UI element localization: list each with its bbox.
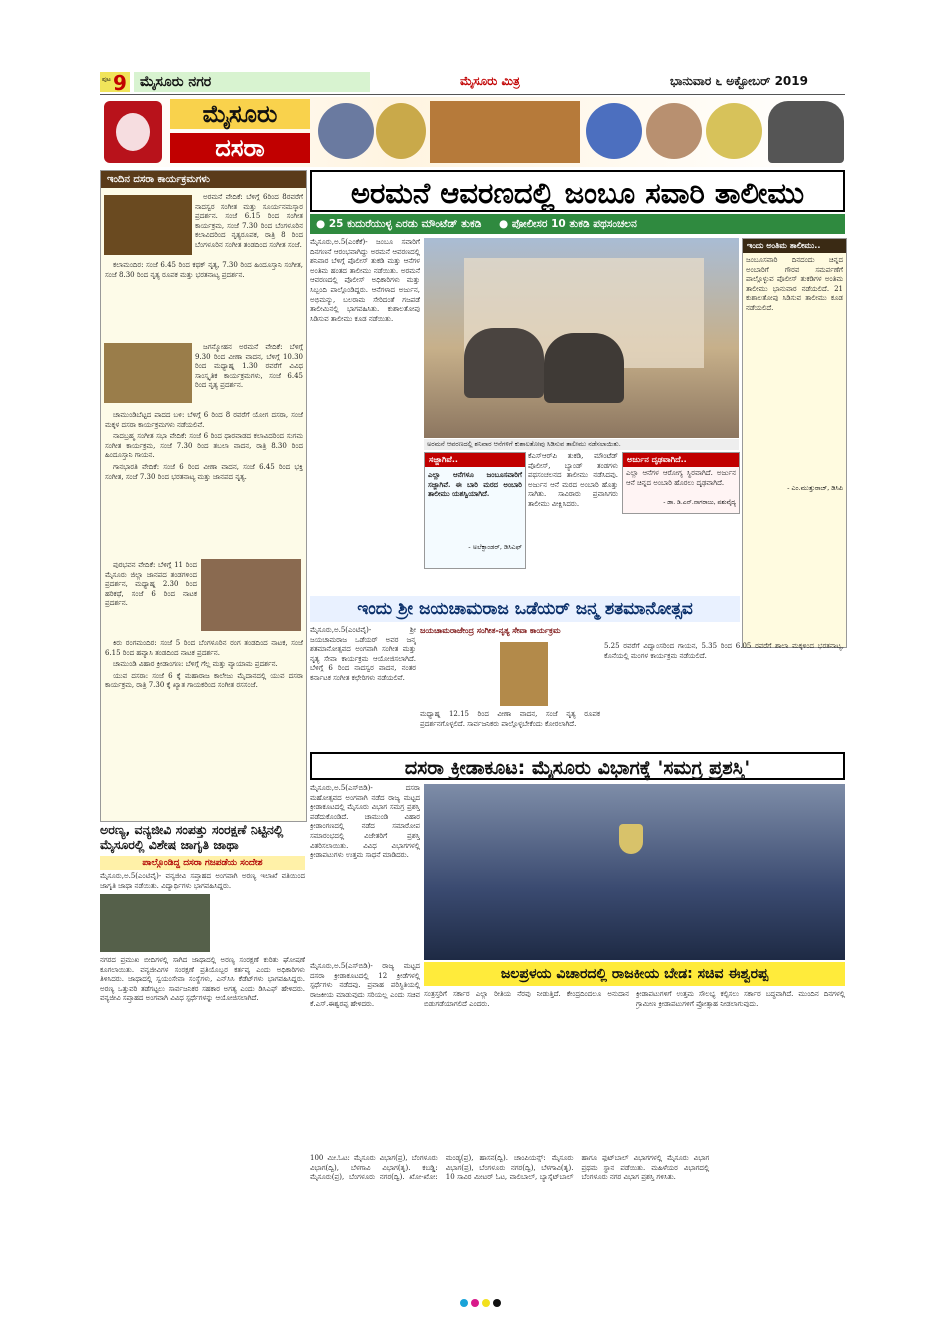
- sports-body: ಮೈಸೂರು,ಅ.5(ಎಸ್‌ಬಿಡಿ)- ದಸರಾ ಮಹೋತ್ಸವದ ಅಂಗವಾಗಿ ನಡೆದ ರಾಜ್ಯ ಮಟ್ಟದ ಕ್ರೀಡಾಕೂಟದಲ್ಲಿ ಮೈಸೂರು ವಿಭಾಗ ಸಮಗ್ರ ಪ್ರಶಸ್ತಿ ಪಡೆದುಕೊಂಡಿದೆ. ಚಾಮುಂಡಿ ವಿಹಾರ ಕ್ರೀಡಾಂಗಣದಲ್ಲಿ ನಡೆದ ಸಮಾರೋಪ ಸಮಾರಂಭದಲ್ಲಿ ವಿಜೇತರಿಗೆ ಪ್ರಶಸ್ತಿ ವಿತರಿಸಲಾಯಿತು. ವಿವಿಧ ವಿಭಾಗಗಳಲ್ಲಿ ಕ್ರೀಡಾಪಟುಗಳು ಉತ್ತಮ ಸಾಧನೆ ಮಾಡಿದರು.: [310, 784, 420, 860]
- wadiyar-portrait: [500, 642, 548, 706]
- lead-body-1: ಮೈಸೂರು,ಅ.5(ಎಂಕೆಕೆ)- ಜಂಬೂ ಸವಾರಿಗೆ ದಿನಗಣನೆ ಆರಂಭವಾಗಿದ್ದು ಅರಮನೆ ಆವರಣದಲ್ಲಿ ಶನಿವಾರ ಬೆಳಿಗ್ಗೆ ಪೊಲೀಸ್ ತುಕಡಿ ಮತ್ತು ಆನೆಗಳ ಅಂತಿಮ ಹಂತದ ತಾಲೀಮು ನಡೆಯಿತು. ಅರಮನೆ ಆವರಣದಲ್ಲಿ ಪೊಲೀಸ್ ಅಧಿಕಾರಿಗಳು ಮತ್ತು ಸಿಬ್ಬಂದಿ ಪಾಲ್ಗೊಂಡಿದ್ದರು. ಆನೆಗಳಾದ ಅರ್ಜುನ, ಅಭಿಮನ್ಯು, ಬಲರಾಮ ಸೇರಿದಂತೆ ಗಜಪಡೆ ತಾಲೀಮಿನಲ್ಲಿ ಭಾಗವಹಿಸಿತು. ಕುಶಾಲತೋಪು ಸಿಡಿಸುವ ತಾಲೀಮು ಕೂಡ ನಡೆಯಿತು.: [310, 238, 420, 323]
- page-number-badge: [100, 71, 130, 95]
- sports-team-photo: [424, 784, 845, 960]
- banner-image-2: [376, 103, 426, 159]
- program-text-5: [105, 561, 197, 636]
- program-item: ನಾದಬ್ರಹ್ಮ ಸಂಗೀತ ಸಭಾ ವೇದಿಕೆ: ಸಂಜೆ 6 ರಿಂದ ಧಾರವಾಡದ ಕಲಾವಿದರಿಂದ ಸುಗಮ ಸಂಗೀತ ಕಾರ್ಯಕ್ರಮ, ಸಂಜೆ 7.30 ರಿಂದ ತಬಲಾ ವಾದನ, ರಾತ್ರಿ 8.30 ರಿಂದ ಹಿಂದೂಸ್ತಾನಿ ಗಾಯನ.: [105, 432, 303, 460]
- forest-body-1: ಮೈಸೂರು,ಅ.5(ಎಂಟಿವೈ)- ವನ್ಯಜೀವಿ ಸಪ್ತಾಹದ ಅಂಗವಾಗಿ ಅರಣ್ಯ ಇಲಾಖೆ ವತಿಯಿಂದ ಜಾಗೃತಿ ಜಾಥಾ ನಡೆಯಿತು. ವಿದ್ಯಾರ್ಥಿಗಳು ಭಾಗವಹಿಸಿದ್ದರು.: [100, 872, 305, 890]
- jayachamaraja-subhead: ಜಯಚಾಮರಾಜೇಂದ್ರ ಸಂಗೀತ-ನೃತ್ಯ ಸೇವಾ ಕಾರ್ಯಕ್ರಮ: [420, 626, 561, 635]
- yellow-dot: [482, 1299, 490, 1307]
- program-photo-palace: [104, 195, 192, 255]
- elephant-shape: [464, 328, 544, 398]
- jayachamaraja-body-2: ಮಧ್ಯಾಹ್ನ 12.15 ರಿಂದ ವೀಣಾ ವಾದನ, ಸಂಜೆ ನೃತ್ಯ ರೂಪಕ ಪ್ರದರ್ಶನಗೊಳ್ಳಲಿದೆ. ಸಾರ್ವಜನಿಕರು ಪಾಲ್ಗೊಳ್ಳಬೇಕೆಂದು ಕೋರಲಾಗಿದೆ.: [420, 710, 600, 728]
- lead-subhead-2: ಪೋಲೀಸರ 10 ತುಕಡಿ ಪಥಸಂಚಲನ: [511, 218, 637, 230]
- elephant-shape: [544, 333, 624, 403]
- program-text-3: [195, 343, 303, 407]
- quote-box-final-rehearsal: [742, 238, 847, 648]
- program-photo-hall: [104, 343, 192, 403]
- lead-subhead-bar: ● 25 ಕುದುರೆಯುಳ್ಳ ಎರಡು ಮೌಂಟೆಡ್ ತುಕಡಿ ● ಪೋಲೀಸರ 10 ತುಕಡಿ ಪಥಸಂಚಲನ: [310, 214, 845, 234]
- forest-rally-photo: [100, 894, 210, 952]
- banner-image-4: [646, 103, 702, 159]
- sports-headline: ದಸರಾ ಕ್ರೀಡಾಕೂಟ: ಮೈಸೂರು ವಿಭಾಗಕ್ಕೆ 'ಸಮಗ್ರ ಪ್ರಶಸ್ತಿ': [310, 752, 845, 780]
- magenta-dot: [471, 1299, 479, 1307]
- color-registration-marks: [460, 1292, 504, 1311]
- program-item: ಚಾಮುಂಡಿಬೆಟ್ಟದ ಪಾದದ ಬಳಿ: ಬೆಳಿಗ್ಗೆ 6 ರಿಂದ 8 ರವರೆಗೆ ಯೋಗ ದಸರಾ, ಸಂಜೆ ಮಕ್ಕಳ ದಸರಾ ಕಾರ್ಯಕ್ರಮಗಳು ನಡೆಯಲಿವೆ.: [105, 411, 303, 429]
- quote-signature: - ಎಂ.ಮುತ್ತುರಾಜ್, ಡಿಸಿಪಿ: [787, 484, 843, 492]
- banner-title-1: ಮೈಸೂರು: [170, 99, 310, 129]
- forest-subhead: ಪಾಲ್ಗೊಂಡಿದ್ದ ದಸರಾ ಗಜಪಡೆಯ ಸಂದೇಶ: [100, 856, 305, 870]
- quote-box-arjuna: [622, 452, 740, 514]
- sports-results: 100 ಮೀ.ಓಟ: ಮೈಸೂರು ವಿಭಾಗ(ಪ್ರ), ಬೆಂಗಳೂರು ವಿಭಾಗ(ದ್ವಿ), ಬೆಳಗಾವಿ ವಿಭಾಗ(ತೃ). ಕಬಡ್ಡಿ: ಮೈಸೂರು(ಪ್ರ), ಬೆಂಗಳೂರು ನಗರ(ದ್ವಿ). ಖೋ-ಖೋ: ಮಂಡ್ಯ(ಪ್ರ), ಹಾಸನ(ದ್ವಿ). ಚಾಂಪಿಯನ್ಸ್: ಮೈಸೂರು ವಿಭಾಗ(ಪ್ರ), ಬೆಂಗಳೂರು ನಗರ(ದ್ವಿ), ಬೆಳಗಾವಿ(ತೃ). 10 ಸಾವಿರ ಮೀಟರ್ ಓಟ, ವಾಲಿಬಾಲ್, ಬ್ಯಾಸ್ಕೆಟ್‌ಬಾಲ್ ಹಾಗೂ ಫುಟ್‌ಬಾಲ್ ವಿಭಾಗಗಳಲ್ಲಿ ಮೈಸೂರು ವಿಭಾಗ ಪ್ರಥಮ ಸ್ಥಾನ ಪಡೆಯಿತು. ಮಹಿಳೆಯರ ವಿಭಾಗದಲ್ಲಿ ಬೆಂಗಳೂರು ನಗರ ವಿಭಾಗ ಪ್ರಶಸ್ತಿ ಗಳಿಸಿತು.: [310, 1154, 710, 1182]
- program-item: ಕಿರು ರಂಗಮಂದಿರ: ಸಂಜೆ 5 ರಿಂದ ಬೆಂಗಳೂರಿನ ರಂಗ ತಂಡದಿಂದ ನಾಟಕ, ಸಂಜೆ 6.15 ರಿಂದ ಹವ್ಯಾಸಿ ತಂಡದಿಂದ ನಾಟಕ ಪ್ರದರ್ಶನ.: [105, 639, 303, 657]
- quote-box-ready: [424, 452, 526, 569]
- program-text-2: [105, 261, 303, 341]
- lead-body-2: ಕೆಎಸ್‌ಆರ್‌ಪಿ ತುಕಡಿ, ಮೌಂಟೆಡ್ ಪೊಲೀಸ್, ಬ್ಯಾಂಡ್ ತಂಡಗಳು ಪಥಸಂಚಲನದ ತಾಲೀಮು ನಡೆಸಿದವು. ಅರ್ಜುನ ಆನೆ ಮರದ ಅಂಬಾರಿ ಹೊತ್ತು ಸಾಗಿತು. ಸಾವಿರಾರು ಪ್ರವಾಸಿಗರು ತಾಲೀಮು ವೀಕ್ಷಿಸಿದರು.: [528, 452, 618, 508]
- program-item: ಕಲಾಮಂದಿರ: ಸಂಜೆ 6.45 ರಿಂದ ಕಥಕ್ ನೃತ್ಯ, 7.30 ರಿಂದ ಹಿಂದೂಸ್ತಾನಿ ಸಂಗೀತ, ಸಂಜೆ 8.30 ರಿಂದ ನೃತ್ಯ ರೂಪಕ ಮತ್ತು ಭರತನಾಟ್ಯ ಪ್ರದರ್ಶನ.: [105, 261, 303, 279]
- program-text-1: [195, 193, 303, 257]
- lead-subhead-1: 25 ಕುದುರೆಯುಳ್ಳ ಎರಡು ಮೌಂಟೆಡ್ ತುಕಡಿ: [328, 218, 482, 230]
- lead-photo-caption: ಅರಮನೆ ಆವರಣದಲ್ಲಿ ಶನಿವಾರ ಆನೆಗಳಿಗೆ ಕುಶಾಲತೋಪು ಸಿಡಿಸುವ ತಾಲೀಮು ನಡೆಸಲಾಯಿತು.: [424, 439, 739, 450]
- jayachamaraja-headline: ಇಂದು ಶ್ರೀ ಜಯಚಾಮರಾಜ ಒಡೆಯರ್ ಜನ್ಮ ಶತಮಾನೋತ್ಸವ: [310, 596, 740, 622]
- jayachamaraja-body-3: 5.25 ರವರೆಗೆ ವಿದ್ವಾಂಸರಿಂದ ಗಾಯನ, 5.35 ರಿಂದ 6.05 ರವರೆಗೆ ಶಾಲಾ ಮಕ್ಕಳಿಂದ ಭರತನಾಟ್ಯ, ಕೊನೆಯಲ್ಲಿ ಮಂಗಳ ಕಾರ್ಯಕ್ರಮ ನಡೆಯಲಿದೆ.: [604, 642, 844, 660]
- page-label: ಪುಟ: [102, 76, 111, 83]
- paper-name: ಮೈಸೂರು ಮಿತ್ರ: [460, 74, 520, 88]
- dasara-banner: [100, 97, 845, 167]
- program-item: ಜಗನ್ಮೋಹನ ಅರಮನೆ ವೇದಿಕೆ: ಬೆಳಿಗ್ಗೆ 9.30 ರಿಂದ ವೀಣಾ ವಾದನ, ಬೆಳಿಗ್ಗೆ 10.30 ರಿಂದ ಮಧ್ಯಾಹ್ನ 1.30 ರವರೆಗೆ ವಿವಿಧ ಸಾಂಸ್ಕೃತಿಕ ಕಾರ್ಯಕ್ರಮಗಳು, ಸಂಜೆ 6.45 ರಿಂದ ನೃತ್ಯ ಪ್ರದರ್ಶನ.: [195, 343, 303, 390]
- forest-headline: ಅರಣ್ಯ, ವನ್ಯಜೀವಿ ಸಂಪತ್ತು ಸಂರಕ್ಷಣೆ ನಿಟ್ಟಿನಲ್ಲಿ ಮೈಸೂರಲ್ಲಿ ವಿಶೇಷ ಜಾಗೃತಿ ಜಾಥಾ: [100, 822, 284, 852]
- sports-sub-body-3: ಕ್ರೀಡಾಪಟುಗಳಿಗೆ ಉತ್ತಮ ಸೌಲಭ್ಯ ಕಲ್ಪಿಸಲು ಸರ್ಕಾರ ಬದ್ಧವಾಗಿದೆ. ಮುಂದಿನ ದಿನಗಳಲ್ಲಿ ಗ್ರಾಮೀಣ ಕ್ರೀಡಾಪಟುಗಳಿಗೆ ಪ್ರೋತ್ಸಾಹ ನೀಡಲಾಗುವುದು.: [636, 990, 845, 1008]
- banner-title-2: ದಸರಾ: [170, 133, 310, 163]
- lead-headline: ಅರಮನೆ ಆವರಣದಲ್ಲಿ ಜಂಬೂ ಸವಾರಿ ತಾಲೀಮು: [310, 170, 845, 212]
- quote-body: ಜಂಬೂಸವಾರಿ ದಿನದಂದು ಚಿನ್ನದ ಅಂಬಾರಿಗೆ ಗೌರವ ಸಮರ್ಪಣೆಗೆ ಪಾಲ್ಗೊಳ್ಳುವ ಪೊಲೀಸ್ ತುಕಡಿಗಳ ಅಂತಿಮ ತಾಲೀಮು ಭಾನುವಾರ ನಡೆಯಲಿದೆ. 21 ಕುಶಾಲತೋಪು ಸಿಡಿಸುವ ತಾಲೀಮು ಕೂಡ ನಡೆಯಲಿದೆ.: [746, 256, 843, 312]
- program-item: ಅರಮನೆ ವೇದಿಕೆ: ಬೆಳಿಗ್ಗೆ 6ರಿಂದ 8ರವರೆಗೆ ನಾದಸ್ವರ ಸಂಗೀತ ಮತ್ತು ಸೂರ್ಯನಮಸ್ಕಾರ ಪ್ರದರ್ಶನ. ಸಂಜೆ 6.15 ರಿಂದ ಸಂಗೀತ ಕಾರ್ಯಕ್ರಮ, ಸಂಜೆ 7.30 ರಿಂದ ಬೆಂಗಳೂರಿನ ಕಲಾವಿದರಿಂದ ನೃತ್ಯರೂಪಕ, ರಾತ್ರಿ 8 ರಿಂದ ಬೆಂಗಳೂರಿನ ಸಂಗೀತ ತಂಡದಿಂದ ಸಂಗೀತ ಸಂಜೆ.: [195, 193, 303, 249]
- sports-sub-body-2: ಸಂತ್ರಸ್ತರಿಗೆ ಸರ್ಕಾರ ಎಲ್ಲಾ ರೀತಿಯ ನೆರವು ನೀಡುತ್ತಿದೆ. ಕೇಂದ್ರದಿಂದಲೂ ಅನುದಾನ ಬಿಡುಗಡೆಯಾಗಲಿದೆ ಎಂದರು.: [424, 990, 629, 1008]
- jayachamaraja-body-1: ಮೈಸೂರು,ಅ.5(ಎಂಟಿವೈ)- ಶ್ರೀ ಜಯಚಾಮರಾಜ ಒಡೆಯರ್ ಅವರ ಜನ್ಮ ಶತಮಾನೋತ್ಸವದ ಅಂಗವಾಗಿ ಸಂಗೀತ ಮತ್ತು ನೃತ್ಯ ಸೇವಾ ಕಾರ್ಯಕ್ರಮ ಆಯೋಜಿಸಲಾಗಿದೆ. ಬೆಳಿಗ್ಗೆ 6 ರಿಂದ ನಾದಸ್ವರ ವಾದನ, ನಂತರ ಕರ್ನಾಟಕ ಸಂಗೀತ ಕಛೇರಿಗಳು ನಡೆಯಲಿವೆ.: [310, 626, 416, 682]
- sports-subheadline: ಜಲಪ್ರಳಯ ವಿಚಾರದಲ್ಲಿ ರಾಜಕೀಯ ಬೇಡ: ಸಚಿವ ಈಶ್ವರಪ್ಪ: [424, 962, 845, 986]
- palace-illustration: [430, 101, 580, 163]
- issue-date: ಭಾನುವಾರ ೬ ಅಕ್ಟೋಬರ್ 2019: [670, 74, 808, 88]
- program-text-6: [105, 639, 303, 814]
- black-dot: [493, 1299, 501, 1307]
- program-text-4: [105, 411, 303, 556]
- program-item: ಗಾನಭಾರತಿ ವೇದಿಕೆ: ಸಂಜೆ 6 ರಿಂದ ವೀಣಾ ವಾದನ, ಸಂಜೆ 6.45 ರಿಂದ ಭಕ್ತಿ ಸಂಗೀತ, ಸಂಜೆ 7.30 ರಿಂದ ಭರತನಾಟ್ಯ ಮತ್ತು ಜಾನಪದ ನೃತ್ಯ.: [105, 462, 303, 481]
- quote-signature: - ಡಾ. ಡಿ.ಎನ್.ನಾಗರಾಜು, ಪಶುವೈದ್ಯ: [663, 499, 736, 506]
- quote-heading: ಅರ್ಜುನ ದೃಢವಾಗಿದೆ..: [623, 453, 739, 467]
- quote-heading: ಇಂದು ಅಂತಿಮ ತಾಲೀಮು..: [743, 239, 846, 253]
- program-heading: ಇಂದಿನ ದಸರಾ ಕಾರ್ಯಕ್ರಮಗಳು: [101, 171, 306, 188]
- banner-image-1: [318, 103, 374, 159]
- program-photo-crowd: [201, 559, 301, 631]
- program-box: [100, 170, 307, 822]
- forest-body-2: ನಗರದ ಪ್ರಮುಖ ಬೀದಿಗಳಲ್ಲಿ ಸಾಗಿದ ಜಾಥಾದಲ್ಲಿ ಅರಣ್ಯ ಸಂರಕ್ಷಣೆ ಕುರಿತು ಘೋಷಣೆ ಕೂಗಲಾಯಿತು. ವನ್ಯಜೀವಿಗಳ ಸಂರಕ್ಷಣೆ ಪ್ರತಿಯೊಬ್ಬರ ಕರ್ತವ್ಯ ಎಂದು ಅಧಿಕಾರಿಗಳು ತಿಳಿಸಿದರು. ಜಾಥಾದಲ್ಲಿ ಸ್ವಯಂಸೇವಾ ಸಂಸ್ಥೆಗಳು, ಎನ್‌ಸಿಸಿ ಕೆಡೆಟ್‌ಗಳು ಭಾಗವಹಿಸಿದ್ದರು. ಅರಣ್ಯ ಒತ್ತುವರಿ ತಡೆಗಟ್ಟಲು ಸಾರ್ವಜನಿಕರ ಸಹಕಾರ ಅಗತ್ಯ ಎಂದು ಡಿಸಿಎಫ್ ಹೇಳಿದರು. ವನ್ಯಜೀವಿ ಸಪ್ತಾಹದ ಅಂಗವಾಗಿ ವಿವಿಧ ಸ್ಪರ್ಧೆಗಳನ್ನು ಆಯೋಜಿಸಲಾಗಿದೆ.: [100, 956, 305, 1003]
- quote-signature: - ಅಲೆಕ್ಸಾಂಡರ್, ಡಿಸಿಎಫ್: [468, 543, 522, 551]
- banner-image-3: [586, 103, 642, 159]
- program-item: ಯುವ ದಸರಾ: ಸಂಜೆ 6 ಕ್ಕೆ ಮಹಾರಾಜ ಕಾಲೇಜು ಮೈದಾನದಲ್ಲಿ ಯುವ ದಸರಾ ಕಾರ್ಯಕ್ರಮ, ರಾತ್ರಿ 7.30 ಕ್ಕೆ ಖ್ಯಾತ ಗಾಯಕರಿಂದ ಸಂಗೀತ ರಸಸಂಜೆ.: [105, 671, 303, 690]
- page-header: [100, 72, 845, 95]
- sports-sub-body-1: ಮೈಸೂರು,ಅ.5(ಎಸ್‌ಬಿಡಿ)- ರಾಜ್ಯ ಮಟ್ಟದ ದಸರಾ ಕ್ರೀಡಾಕೂಟದಲ್ಲಿ 12 ಕ್ರೀಡೆಗಳಲ್ಲಿ ಸ್ಪರ್ಧೆಗಳು ನಡೆದವು. ಪ್ರವಾಹ ಪರಿಸ್ಥಿತಿಯಲ್ಲಿ ರಾಜಕೀಯ ಮಾಡುವುದು ಸರಿಯಲ್ಲ ಎಂದು ಸಚಿವ ಕೆ.ಎಸ್.ಈಶ್ವರಪ್ಪ ಹೇಳಿದರು.: [310, 962, 420, 1009]
- section-title: ಮೈಸೂರು ನಗರ: [134, 72, 370, 92]
- emblem-icon: [104, 101, 162, 163]
- program-item: ಚಾಮುಂಡಿ ವಿಹಾರ ಕ್ರೀಡಾಂಗಣ: ಬೆಳಿಗ್ಗೆ ಗೆಲ್ಲ ಮತ್ತು ವ್ಯಾಯಾಮ ಪ್ರದರ್ಶನ.: [113, 660, 278, 669]
- elephant-illustration: [768, 101, 844, 163]
- quote-body: ಎಲ್ಲಾ ಆನೆಗಳೂ ಜಂಬೂಸವಾರಿಗೆ ಸಜ್ಜಾಗಿವೆ. ಈ ಬಾರಿ ಮರದ ಅಂಬಾರಿ ತಾಲೀಮು ಯಶಸ್ವಿಯಾಗಿದೆ.: [428, 470, 522, 499]
- program-item: ಪುರಭವನ ವೇದಿಕೆ: ಬೆಳಿಗ್ಗೆ 11 ರಿಂದ ಮೈಸೂರು ಜಿಲ್ಲಾ ಜಾನಪದ ತಂಡಗಳಿಂದ ಪ್ರದರ್ಶನ, ಮಧ್ಯಾಹ್ನ 2.30 ರಿಂದ ಹರಿಕಥೆ, ಸಂಜೆ 6 ರಿಂದ ನಾಟಕ ಪ್ರದರ್ಶನ.: [105, 561, 197, 608]
- banner-image-5: [706, 103, 762, 159]
- cyan-dot: [460, 1299, 468, 1307]
- trophy-icon: [619, 824, 643, 854]
- quote-heading: ಸಜ್ಜಾಗಿವೆ..: [425, 453, 525, 467]
- lead-photo-elephants: [424, 238, 739, 438]
- page-number: 9: [113, 71, 127, 95]
- quote-body: ಎಲ್ಲಾ ಆನೆಗಳ ಆರೋಗ್ಯ ಸ್ಥಿರವಾಗಿದೆ. ಅರ್ಜುನ ಆನೆ ಚಿನ್ನದ ಅಂಬಾರಿ ಹೊರಲು ದೃಢವಾಗಿದೆ.: [626, 469, 736, 487]
